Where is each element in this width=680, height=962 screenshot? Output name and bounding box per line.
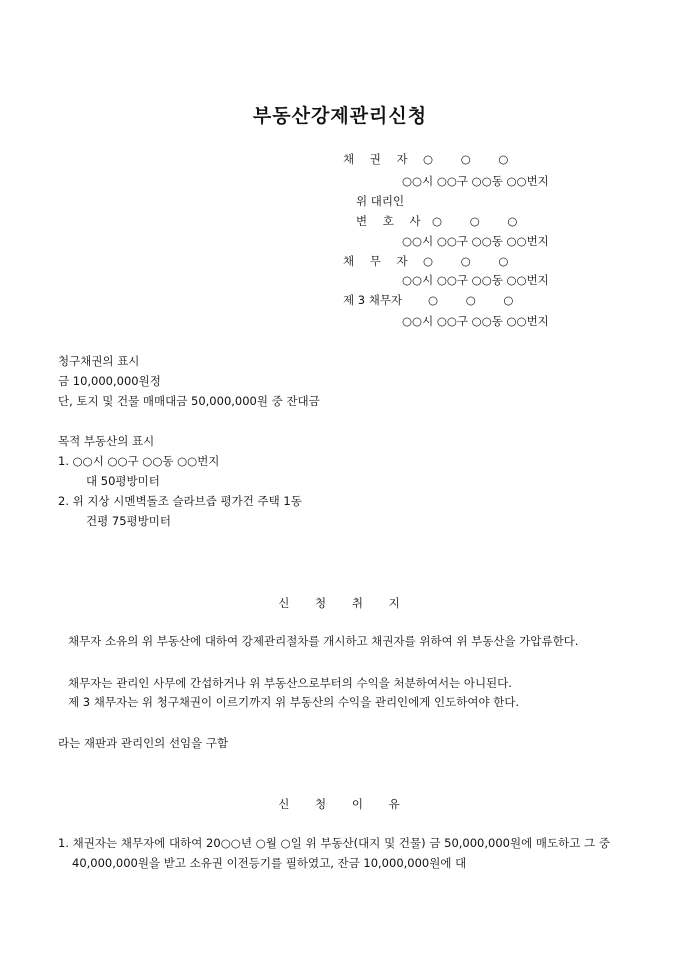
creditor-label: 채 권 자	[343, 152, 414, 166]
claim-detail: 단, 토지 및 건물 매매대금 50,000,000원 중 잔대금	[58, 394, 320, 408]
purpose-paragraph-2: 채무자는 관리인 사무에 간섭하거나 위 부동산으로부터의 수익을 처분하여서는 아니된다.	[68, 676, 512, 690]
debtor-label: 채 무 자	[343, 254, 414, 268]
property-item-2-detail: 건평 75평방미터	[86, 514, 171, 528]
third-debtor-label: 제 3 채무자	[343, 293, 403, 307]
purpose-heading: 신 청 취 지	[278, 596, 402, 610]
purpose-paragraph-1: 채무자 소유의 위 부동산에 대하여 강제관리절차를 개시하고 채권자를 위하여 위 부동산을 가압류한다.	[68, 634, 579, 648]
creditor-name: ○ ○ ○	[423, 152, 509, 166]
purpose-closing: 라는 재판과 관리인의 선임을 구함	[58, 736, 229, 750]
property-item-1: 1. ○○시 ○○구 ○○동 ○○번지	[58, 454, 220, 468]
lawyer-name: ○ ○ ○	[432, 214, 518, 228]
property-item-2: 2. 위 지상 시멘벽돌조 슬라브즙 평가건 주택 1동	[58, 494, 302, 508]
claim-amount: 금 10,000,000원정	[58, 374, 161, 388]
property-heading: 목적 부동산의 표시	[58, 434, 155, 448]
reason-heading: 신 청 이 유	[278, 797, 402, 811]
creditor-address: ○○시 ○○구 ○○동 ○○번지	[402, 174, 549, 188]
property-item-1-detail: 대 50평방미터	[86, 474, 160, 488]
purpose-paragraph-3: 제 3 채무자는 위 청구채권이 이르기까지 위 부동산의 수익을 관리인에게 인도하여야 한다.	[68, 695, 520, 709]
reason-item-1: 1. 채권자는 채무자에 대하여 20○○년 ○월 ○일 위 부동산(대지 및 건물) 금 50,000,000원에 매도하고 그 중 40,000,000원을 받고 소유권 이전등기를 필하였고, 잔금 10,000,000원에 대	[58, 836, 610, 870]
lawyer-label: 변 호 사	[356, 214, 427, 228]
claim-heading: 청구채권의 표시	[58, 354, 140, 368]
third-debtor-address: ○○시 ○○구 ○○동 ○○번지	[402, 314, 549, 328]
third-debtor-name: ○ ○ ○	[428, 293, 514, 307]
debtor-address: ○○시 ○○구 ○○동 ○○번지	[402, 273, 549, 287]
agent-label: 위 대리인	[356, 194, 405, 208]
document-title: 부동산강제관리신청	[252, 105, 428, 127]
debtor-name: ○ ○ ○	[423, 254, 509, 268]
lawyer-address: ○○시 ○○구 ○○동 ○○번지	[402, 234, 549, 248]
